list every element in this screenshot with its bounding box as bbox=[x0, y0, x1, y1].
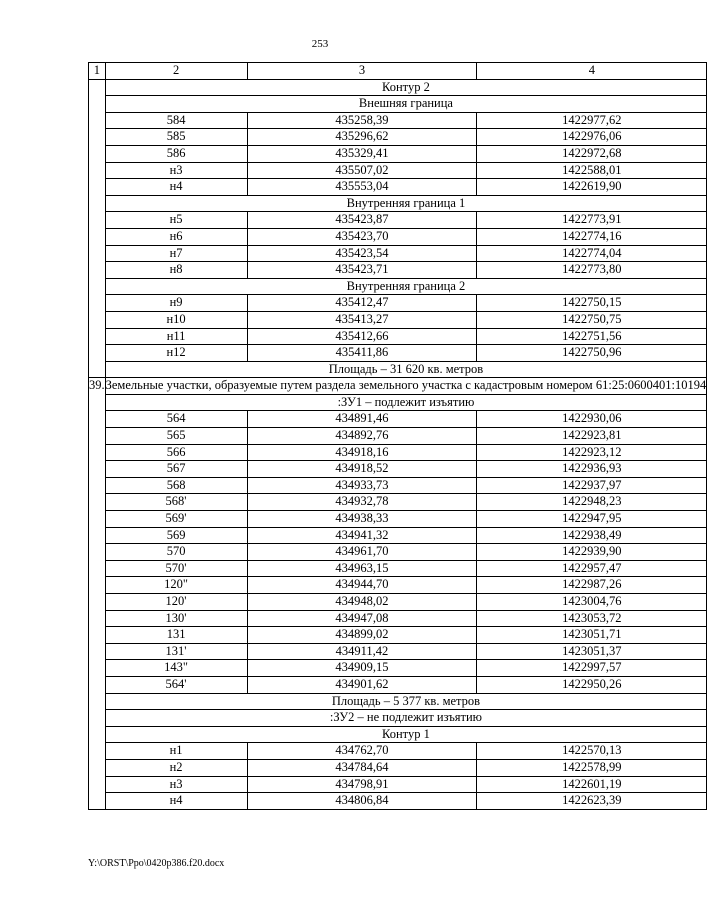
point-id: 585 bbox=[105, 129, 247, 146]
coord-x: 434944,70 bbox=[247, 577, 477, 594]
header-row bbox=[89, 63, 707, 80]
point-id: 143" bbox=[105, 660, 247, 677]
table-row bbox=[89, 560, 707, 577]
point-id: 568 bbox=[105, 477, 247, 494]
group-title-row bbox=[89, 278, 707, 295]
point-id: 120" bbox=[105, 577, 247, 594]
point-id: 586 bbox=[105, 145, 247, 162]
footer-file-path: Y:\ORST\Ppo\0420p386.f20.docx bbox=[88, 858, 225, 869]
coord-y: 1422774,16 bbox=[477, 228, 707, 245]
table-row bbox=[89, 295, 707, 312]
table-row bbox=[89, 428, 707, 445]
point-id: 566 bbox=[105, 444, 247, 461]
coord-y: 1422923,81 bbox=[477, 428, 707, 445]
table-row bbox=[89, 527, 707, 544]
boundary-title: Внутренняя граница 1 bbox=[105, 195, 707, 212]
table-row bbox=[89, 411, 707, 428]
table-row bbox=[89, 743, 707, 760]
coord-y: 1422948,23 bbox=[477, 494, 707, 511]
coord-y: 1422939,90 bbox=[477, 544, 707, 561]
zu2-title-row bbox=[89, 710, 707, 727]
column-header: 1 bbox=[89, 63, 106, 80]
coord-x: 434798,91 bbox=[247, 776, 477, 793]
table-row bbox=[89, 793, 707, 810]
point-id: 131' bbox=[105, 643, 247, 660]
table-row bbox=[89, 112, 707, 129]
table-row bbox=[89, 262, 707, 279]
coord-y: 1422750,15 bbox=[477, 295, 707, 312]
table-row bbox=[89, 776, 707, 793]
coord-y: 1422937,97 bbox=[477, 477, 707, 494]
point-id: 584 bbox=[105, 112, 247, 129]
item-number-cell-empty bbox=[89, 79, 106, 378]
coord-x: 434899,02 bbox=[247, 627, 477, 644]
point-id: 130' bbox=[105, 610, 247, 627]
point-id: н3 bbox=[105, 776, 247, 793]
zu1-area-row bbox=[89, 693, 707, 710]
point-id: 131 bbox=[105, 627, 247, 644]
coord-y: 1422750,75 bbox=[477, 311, 707, 328]
coord-y: 1422997,57 bbox=[477, 660, 707, 677]
coord-y: 1422750,96 bbox=[477, 345, 707, 362]
boundary-title: Внешняя граница bbox=[105, 96, 707, 113]
table-row bbox=[89, 245, 707, 262]
coord-x: 434918,52 bbox=[247, 461, 477, 478]
coord-x: 434932,78 bbox=[247, 494, 477, 511]
column-header: 4 bbox=[477, 63, 707, 80]
coord-x: 435412,66 bbox=[247, 328, 477, 345]
table-row bbox=[89, 594, 707, 611]
table-row bbox=[89, 511, 707, 528]
table-row bbox=[89, 129, 707, 146]
coord-x: 435296,62 bbox=[247, 129, 477, 146]
contour-title: Контур 1 bbox=[105, 726, 707, 743]
coord-x: 434961,70 bbox=[247, 544, 477, 561]
zu1-title-row bbox=[89, 394, 707, 411]
point-id: н4 bbox=[105, 179, 247, 196]
boundary-title: Внутренняя граница 2 bbox=[105, 278, 707, 295]
coord-y: 1422923,12 bbox=[477, 444, 707, 461]
coord-x: 435413,27 bbox=[247, 311, 477, 328]
coord-y: 1422619,90 bbox=[477, 179, 707, 196]
point-id: н11 bbox=[105, 328, 247, 345]
coord-x: 435412,47 bbox=[247, 295, 477, 312]
coord-x: 434948,02 bbox=[247, 594, 477, 611]
table-row bbox=[89, 328, 707, 345]
coord-y: 1423051,71 bbox=[477, 627, 707, 644]
point-id: н10 bbox=[105, 311, 247, 328]
coord-y: 1422972,68 bbox=[477, 145, 707, 162]
contour-title-row bbox=[89, 79, 707, 96]
coordinates-table bbox=[88, 62, 707, 810]
coord-y: 1422588,01 bbox=[477, 162, 707, 179]
point-id: н9 bbox=[105, 295, 247, 312]
coord-x: 434762,70 bbox=[247, 743, 477, 760]
coord-y: 1422578,99 bbox=[477, 759, 707, 776]
group-title-row bbox=[89, 195, 707, 212]
table-row bbox=[89, 228, 707, 245]
coord-y: 1422957,47 bbox=[477, 560, 707, 577]
table-row bbox=[89, 577, 707, 594]
table-row bbox=[89, 627, 707, 644]
coord-y: 1422623,39 bbox=[477, 793, 707, 810]
point-id: н7 bbox=[105, 245, 247, 262]
coord-x: 435423,71 bbox=[247, 262, 477, 279]
point-id: н2 bbox=[105, 759, 247, 776]
coord-x: 435411,86 bbox=[247, 345, 477, 362]
coord-x: 435423,87 bbox=[247, 212, 477, 229]
coord-y: 1422947,95 bbox=[477, 511, 707, 528]
group-title-row bbox=[89, 96, 707, 113]
zu1-title: :ЗУ1 – подлежит изъятию bbox=[105, 394, 707, 411]
zu2-contour-row bbox=[89, 726, 707, 743]
coord-x: 434892,76 bbox=[247, 428, 477, 445]
coord-x: 435553,04 bbox=[247, 179, 477, 196]
area-row bbox=[89, 361, 707, 378]
table-row bbox=[89, 444, 707, 461]
point-id: 570' bbox=[105, 560, 247, 577]
coord-x: 434784,64 bbox=[247, 759, 477, 776]
coord-x: 434963,15 bbox=[247, 560, 477, 577]
coord-x: 434806,84 bbox=[247, 793, 477, 810]
table-row bbox=[89, 676, 707, 693]
column-header: 2 bbox=[105, 63, 247, 80]
column-header: 3 bbox=[247, 63, 477, 80]
coord-y: 1422977,62 bbox=[477, 112, 707, 129]
area-label: Площадь – 31 620 кв. метров bbox=[105, 361, 707, 378]
point-id: н6 bbox=[105, 228, 247, 245]
coord-y: 1422570,13 bbox=[477, 743, 707, 760]
point-id: 564' bbox=[105, 676, 247, 693]
table-row bbox=[89, 494, 707, 511]
table-row bbox=[89, 643, 707, 660]
zu2-title: :ЗУ2 – не подлежит изъятию bbox=[105, 710, 707, 727]
table-row bbox=[89, 162, 707, 179]
point-id: н5 bbox=[105, 212, 247, 229]
coord-y: 1422950,26 bbox=[477, 676, 707, 693]
coord-x: 435423,54 bbox=[247, 245, 477, 262]
table-row bbox=[89, 759, 707, 776]
coord-x: 434941,32 bbox=[247, 527, 477, 544]
coord-y: 1422773,80 bbox=[477, 262, 707, 279]
item-number: 39. bbox=[89, 378, 106, 809]
point-id: 569 bbox=[105, 527, 247, 544]
coord-x: 434891,46 bbox=[247, 411, 477, 428]
point-id: н3 bbox=[105, 162, 247, 179]
area-label: Площадь – 5 377 кв. метров bbox=[105, 693, 707, 710]
coord-x: 434938,33 bbox=[247, 511, 477, 528]
coord-x: 434911,42 bbox=[247, 643, 477, 660]
table-row bbox=[89, 145, 707, 162]
point-id: 568' bbox=[105, 494, 247, 511]
table-row bbox=[89, 179, 707, 196]
table-row bbox=[89, 544, 707, 561]
coord-y: 1422773,91 bbox=[477, 212, 707, 229]
point-id: 567 bbox=[105, 461, 247, 478]
coord-y: 1422751,56 bbox=[477, 328, 707, 345]
coord-y: 1423051,37 bbox=[477, 643, 707, 660]
coord-y: 1422930,06 bbox=[477, 411, 707, 428]
point-id: н12 bbox=[105, 345, 247, 362]
point-id: 120' bbox=[105, 594, 247, 611]
point-id: 569' bbox=[105, 511, 247, 528]
coord-y: 1422987,26 bbox=[477, 577, 707, 594]
table-row bbox=[89, 212, 707, 229]
coord-y: 1422936,93 bbox=[477, 461, 707, 478]
table-row bbox=[89, 660, 707, 677]
coord-y: 1423053,72 bbox=[477, 610, 707, 627]
contour-title: Контур 2 bbox=[105, 79, 707, 96]
coord-x: 434918,16 bbox=[247, 444, 477, 461]
point-id: н8 bbox=[105, 262, 247, 279]
coord-x: 434909,15 bbox=[247, 660, 477, 677]
section-description: Земельные участки, образуемые путем раздела земельного участка с кадастровым номером 61:25:0600401:10194 bbox=[105, 378, 707, 395]
coord-x: 435258,39 bbox=[247, 112, 477, 129]
coord-x: 434901,62 bbox=[247, 676, 477, 693]
coord-y: 1422601,19 bbox=[477, 776, 707, 793]
point-id: 570 bbox=[105, 544, 247, 561]
point-id: 564 bbox=[105, 411, 247, 428]
coord-y: 1422938,49 bbox=[477, 527, 707, 544]
description-row bbox=[89, 378, 707, 395]
coord-y: 1422976,06 bbox=[477, 129, 707, 146]
table-row bbox=[89, 461, 707, 478]
coord-x: 435507,02 bbox=[247, 162, 477, 179]
table-row bbox=[89, 311, 707, 328]
table-row bbox=[89, 610, 707, 627]
point-id: н1 bbox=[105, 743, 247, 760]
point-id: 565 bbox=[105, 428, 247, 445]
coord-x: 435423,70 bbox=[247, 228, 477, 245]
coord-y: 1423004,76 bbox=[477, 594, 707, 611]
coord-x: 434933,73 bbox=[247, 477, 477, 494]
table-row bbox=[89, 345, 707, 362]
point-id: н4 bbox=[105, 793, 247, 810]
coord-x: 435329,41 bbox=[247, 145, 477, 162]
coord-x: 434947,08 bbox=[247, 610, 477, 627]
table-row bbox=[89, 477, 707, 494]
page-number: 253 bbox=[311, 38, 329, 50]
coord-y: 1422774,04 bbox=[477, 245, 707, 262]
